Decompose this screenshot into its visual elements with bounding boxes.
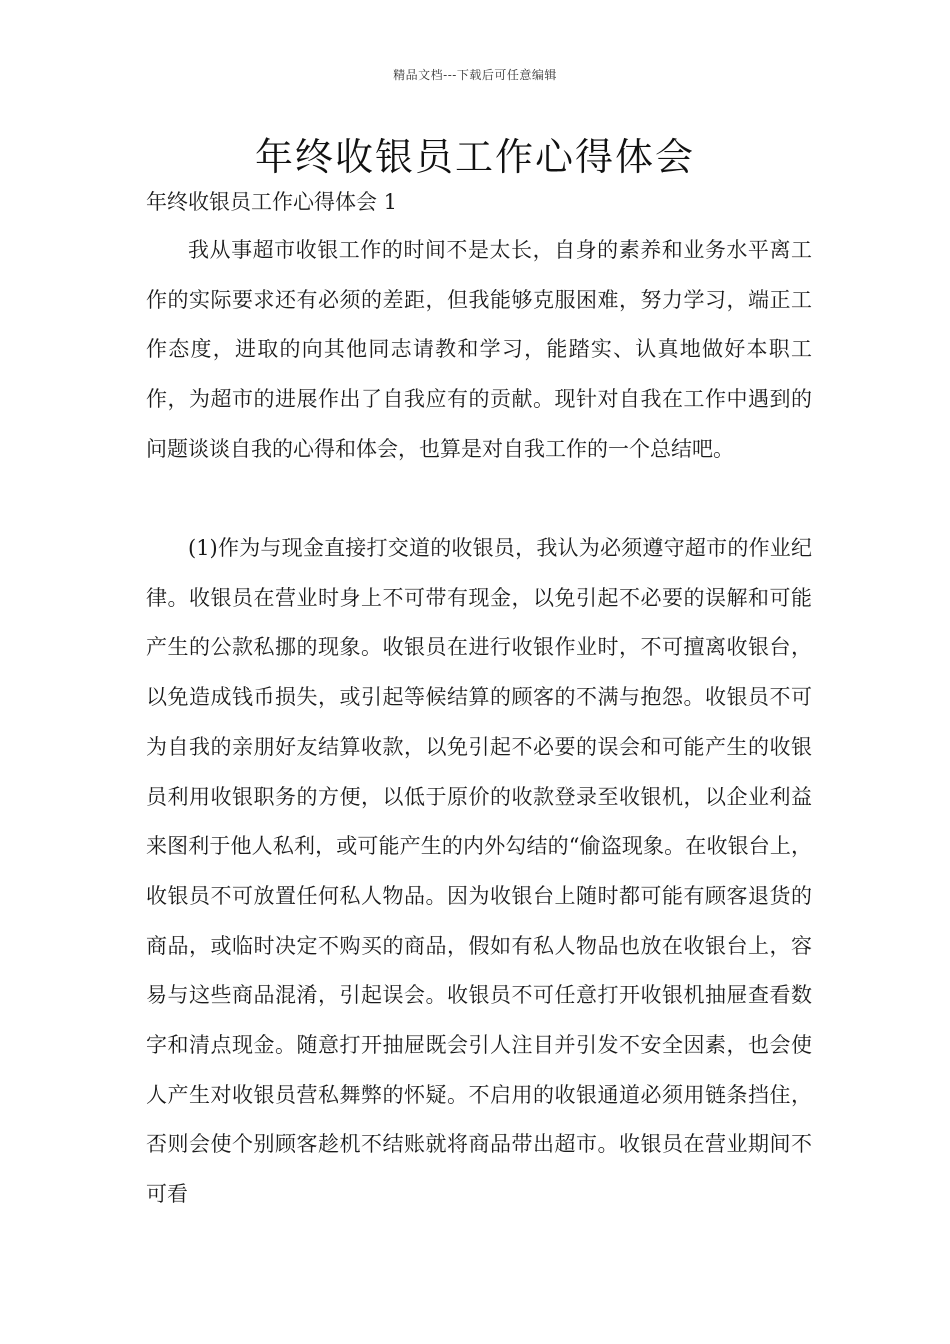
body-paragraph: (1)作为与现金直接打交道的收银员，我认为必须遵守超市的作业纪律。收银员在营业时身上不可带有现金，以免引起不必要的误解和可能产生的公款私挪的现象。收银员在进行收银作业时，不可擅离收银台，以免造成钱币损失，或引起等候结算的顾客的不满与抱怨。收银员不可为自我的亲朋好友结算收款，以免引起不必要的误会和可能产生的收银员利用收银职务的方便，以低于原价的收款登录至收银机，以企业利益来图利于他人私利，或可能产生的内外勾结的“偷盗现象。在收银台上，收银员不可放置任何私人物品。因为收银台上随时都可能有顾客退货的商品，或临时决定不购买的商品，假如有私人物品也放在收银台上，容易与这些商品混淆，引起误会。收银员不可任意打开收银机抽屉查看数字和清点现金。随意打开抽屉既会引人注目并引发不安全因素，也会使人产生对收银员营私舞弊的怀疑。不启用的收银通道必须用链条挡住，否则会使个别顾客趁机不结账就将商品带出超市。收银员在营业期间不可看 — [146, 536, 812, 1207]
body-paragraph-block-1 — [146, 226, 812, 475]
document-title: 年终收银员工作心得体会 — [254, 135, 695, 179]
body-paragraph-block-2 — [146, 524, 812, 1220]
section-subheading: 年终收银员工作心得体会 1 — [146, 190, 398, 214]
header-note: 精品文档---下载后可任意编辑 — [393, 68, 557, 82]
body-paragraph: 我从事超市收银工作的时间不是太长，自身的素养和业务水平离工作的实际要求还有必须的差距，但我能够克服困难，努力学习，端正工作态度，进取的向其他同志请教和学习，能踏实、认真地做好本职工作，为超市的进展作出了自我应有的贡献。现针对自我在工作中遇到的问题谈谈自我的心得和体会，也算是对自我工作的一个总结吧。 — [146, 238, 812, 461]
